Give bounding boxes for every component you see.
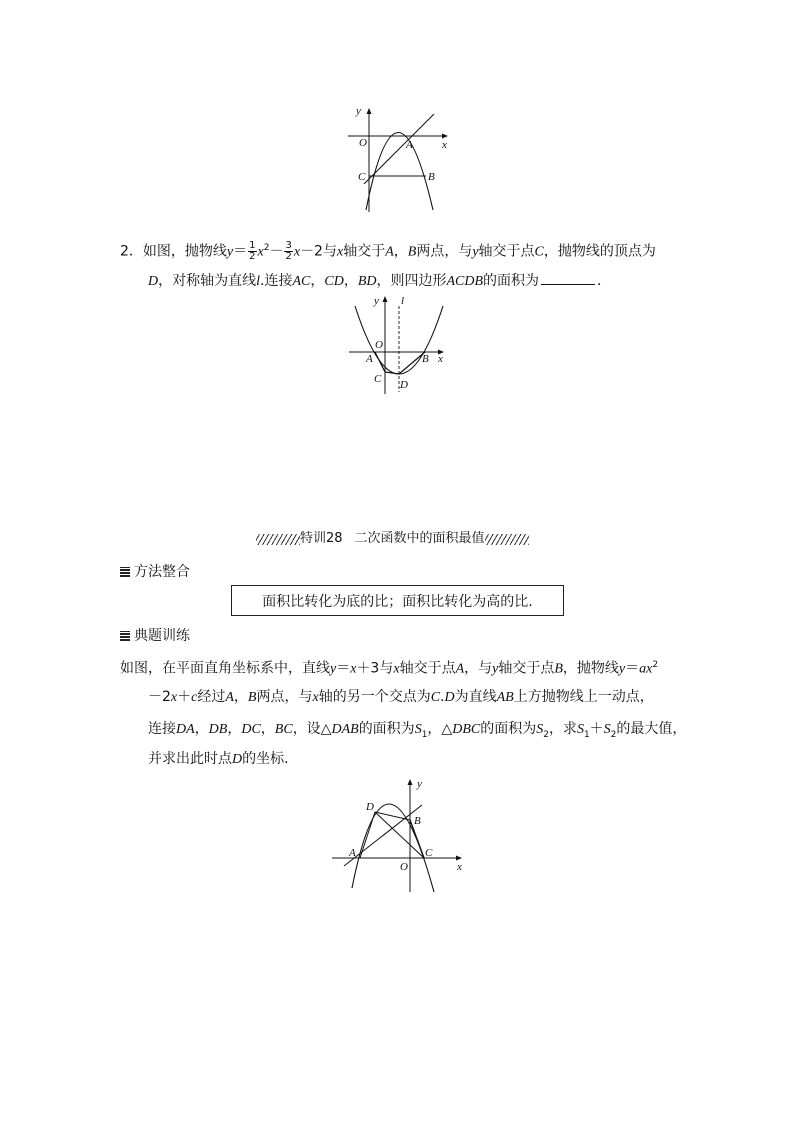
label-c: C (425, 847, 433, 859)
problem-2-line-1: 2．如图，抛物线y＝ $\frac{1}{2}$ $x^2-$ $\frac{3}{2}$ x－2与x轴交于A，B两点，与y轴交于点C，抛物线的顶点为 (120, 240, 656, 263)
label-d: D (400, 379, 408, 391)
x-axis-arrow (456, 856, 462, 861)
figure-3-parabola-triangles (330, 776, 470, 896)
label-b: B (414, 815, 421, 827)
example-line-2: －2x＋c经过A，B两点，与x轴的另一个交点为C.D为直线AB上方抛物线上一动点， (148, 689, 654, 705)
label-a: A (349, 847, 356, 859)
decorative-hatch-right (485, 534, 529, 545)
y-axis-arrow (383, 296, 388, 302)
label-x: x (457, 861, 462, 873)
method-heading: 方法整合 (120, 563, 190, 581)
label-o: O (359, 137, 367, 149)
section-title: 二次函数中的面积最值 (354, 531, 485, 546)
figure-1-parabola-line (344, 100, 456, 215)
label-x: x (442, 139, 447, 151)
decorative-hatch-left (256, 534, 300, 545)
label-x: x (438, 353, 443, 365)
heading-marker-icon (120, 567, 130, 577)
label-l: l (401, 295, 405, 307)
fraction-one-half: $\frac{1}{2}$ (249, 240, 256, 263)
label-y: y (417, 778, 422, 790)
label-c: C (374, 373, 382, 385)
segment-da (360, 812, 375, 858)
label-a: A (366, 353, 373, 365)
heading-marker-icon (120, 631, 130, 641)
training-heading: 典题训练 (120, 627, 190, 645)
problem-2-line-2: D，对称轴为直线l.连接AC，CD，BD，则四边形ACDB的面积为 ． (148, 273, 612, 289)
example-line-4: 并求出此时点D的坐标． (148, 751, 299, 767)
section-number: 特训28 (300, 531, 343, 546)
method-summary-box (231, 585, 564, 616)
method-summary-text: 面积比转化为底的比；面积比转化为高的比. (262, 593, 533, 610)
answer-blank (541, 272, 595, 285)
quadrilateral-acdb (375, 352, 425, 374)
x-axis-arrow (442, 134, 448, 139)
label-o: O (400, 861, 408, 873)
label-b: B (422, 353, 429, 365)
figure-2-parabola-quadrilateral (345, 294, 450, 396)
y-axis-arrow (367, 108, 372, 114)
y-axis-arrow (408, 779, 413, 785)
example-line-3: 连接DA，DB，DC，BC，设△DAB的面积为$S_1$，△DBC的面积为$S_2$，求$S_1+S_2$的最大值， (148, 721, 687, 740)
parabola-curve (352, 804, 434, 892)
label-a: A (406, 139, 413, 151)
label-y: y (374, 295, 379, 307)
label-y: y (356, 105, 361, 117)
label-b: B (428, 171, 435, 183)
fraction-three-halves: $\frac{3}{2}$ (285, 240, 292, 263)
label-d: D (366, 801, 374, 813)
section-title-bar (256, 530, 546, 548)
label-c: C (358, 171, 366, 183)
example-line-1: 如图，在平面直角坐标系中，直线y＝x＋3与x轴交于点A，与y轴交于点B，抛物线$y=ax^2$ (120, 660, 659, 677)
label-o: O (375, 339, 383, 351)
